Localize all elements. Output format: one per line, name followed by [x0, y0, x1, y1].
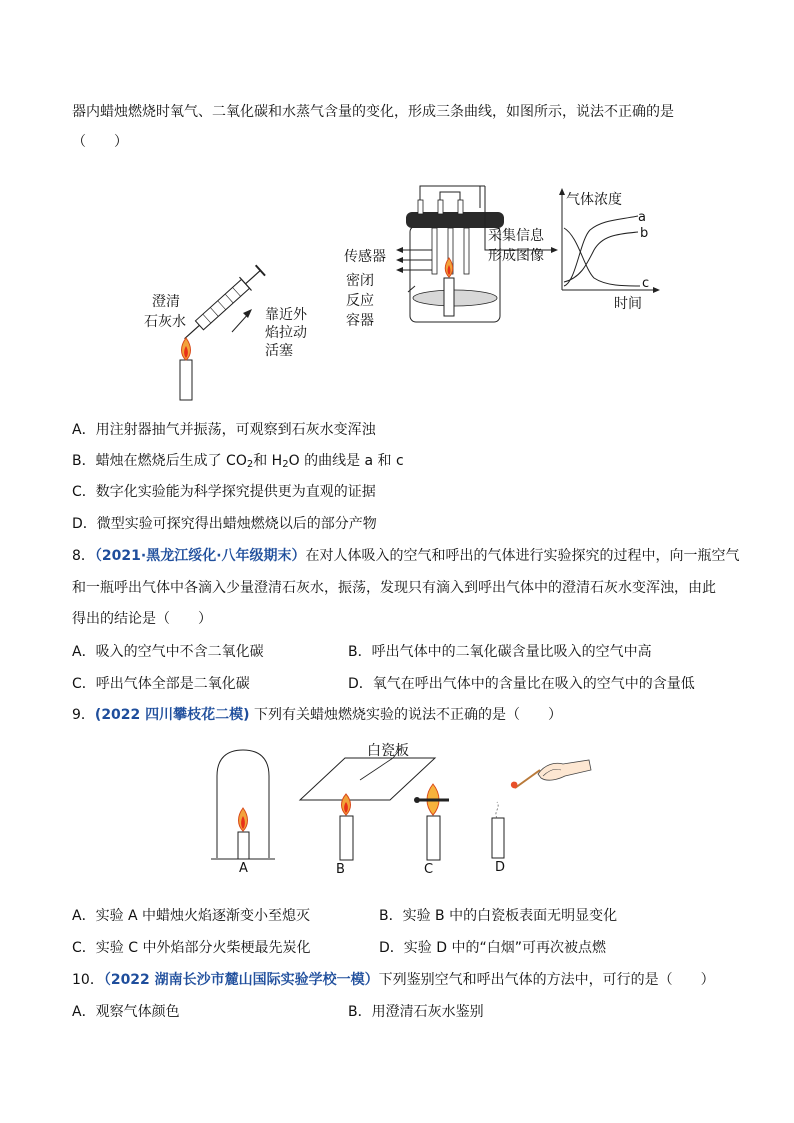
q7-answer-bracket: （ ）: [72, 134, 128, 150]
q7-option-c: C．数字化实验能为科学探究提供更为直观的证据: [72, 484, 376, 500]
q8-stem-line2: 和一瓶呼出气体中各滴入少量澄清石灰水，振荡，发现只有滴入到呼出气体中的澄清石灰水变浑浊，由此: [72, 580, 716, 596]
curve-a-label: a: [638, 210, 646, 225]
collect-label-line1: 采集信息: [488, 228, 544, 244]
container-label-line2: 反应: [346, 293, 374, 309]
experiment-d-label: D: [495, 860, 506, 875]
experiment-c-label: C: [424, 862, 434, 877]
curve-c-label: c: [642, 276, 650, 291]
graph-y-axis-label: 气体浓度: [566, 192, 622, 208]
q8-stem-line1: 8．（2021·黑龙江绥化·八年级期末）在对人体吸入的空气和呼出的气体进行实验探究的过程中，向一瓶空气: [72, 548, 740, 564]
collect-label-line2: 形成图像: [488, 248, 544, 264]
sensor-label: 传感器: [344, 249, 386, 265]
q9-stem: 9．(2022 四川攀枝花二模) 下列有关蜡烛燃烧实验的说法不正确的是（ ）: [72, 707, 563, 723]
q8-stem-line3: 得出的结论是（ ）: [72, 611, 212, 627]
q9-option-d: D．实验 D 中的“白烟”可再次被点燃: [379, 940, 606, 956]
q8-option-b: B．呼出气体中的二氧化碳含量比吸入的空气中高: [348, 644, 652, 660]
q8-source: （2021·黑龙江绥化·八年级期末）: [94, 548, 306, 564]
arrow-label-line3: 活塞: [265, 343, 293, 359]
syringe-label-line1: 澄清: [152, 294, 180, 310]
graph-x-axis-label: 时间: [614, 296, 642, 312]
q9-option-c: C．实验 C 中外焰部分火柴梗最先炭化: [72, 940, 311, 956]
arrow-label-line2: 焰拉动: [265, 325, 307, 341]
q7-option-b: B．蜡烛在燃烧后生成了 $CO_2$和 $H_2O$ 的曲线是 a 和 c: [72, 453, 404, 470]
q10-option-a: A．观察气体颜色: [72, 1004, 180, 1020]
experiment-b-label: B: [336, 862, 345, 877]
q10-option-b: B．用澄清石灰水鉴别: [348, 1004, 484, 1020]
q8-option-c: C．呼出气体全部是二氧化碳: [72, 676, 250, 692]
arrow-label-line1: 靠近外: [265, 307, 307, 323]
q7-option-a: A．用注射器抽气并振荡，可观察到石灰水变浑浊: [72, 422, 376, 438]
syringe-label-line2: 石灰水: [144, 314, 186, 330]
q7-option-d: D．微型实验可探究得出蜡烛燃烧以后的部分产物: [72, 516, 377, 532]
curve-b-label: b: [640, 226, 649, 241]
container-label-line1: 密闭: [346, 273, 374, 289]
q9-option-b: B．实验 B 中的白瓷板表面无明显变化: [379, 908, 618, 924]
q7-stem-line1: 器内蜡烛燃烧时氧气、二氧化碳和水蒸气含量的变化，形成三条曲线，如图所示，说法不正确的是: [72, 104, 674, 120]
q10-source: （2022 湖南长沙市麓山国际实验学校一模）: [103, 972, 379, 988]
q9-source: (2022 四川攀枝花二模): [94, 707, 250, 723]
container-label-line3: 容器: [346, 313, 374, 329]
white-plate-label: 白瓷板: [367, 743, 409, 759]
experiment-a-label: A: [239, 861, 248, 876]
q8-option-d: D．氧气在呼出气体中的含量比在吸入的空气中的含量低: [348, 676, 695, 692]
q10-stem: 10．（2022 湖南长沙市麓山国际实验学校一模）下列鉴别空气和呼出气体的方法中，可行的是（ ）: [72, 972, 715, 988]
q8-option-a: A．吸入的空气中不含二氧化碳: [72, 644, 264, 660]
q9-option-a: A．实验 A 中蜡烛火焰逐渐变小至熄灭: [72, 908, 311, 924]
